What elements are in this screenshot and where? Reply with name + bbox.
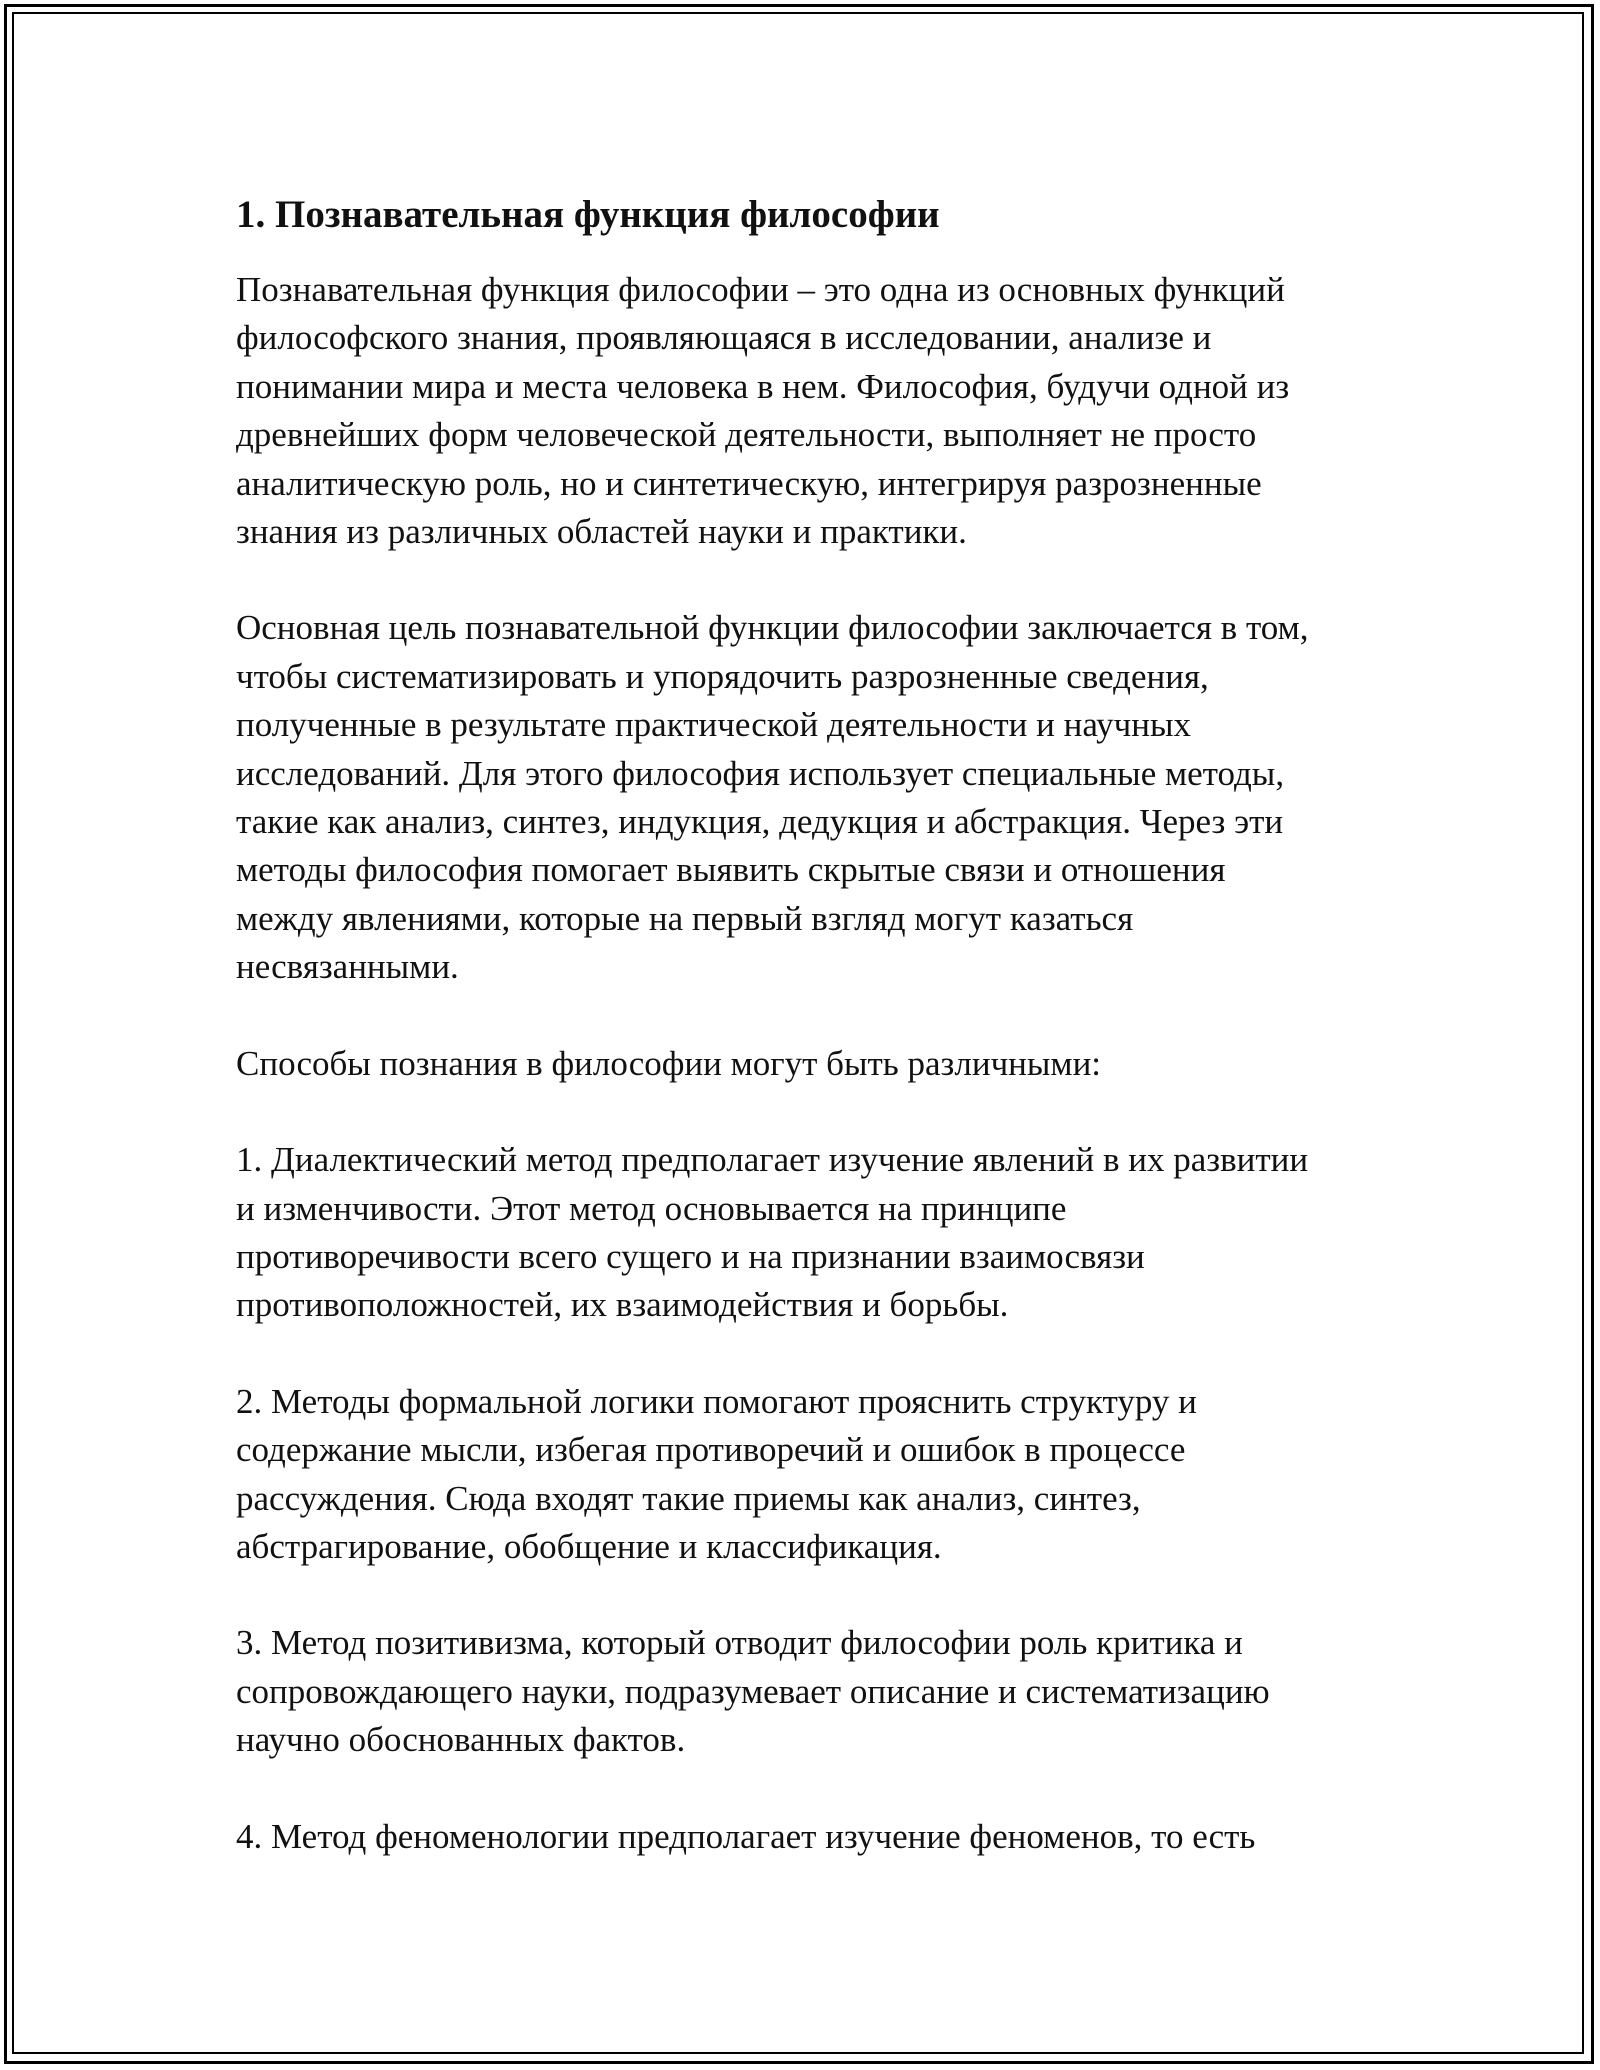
list-item-dialectical: 1. Диалектический метод предполагает изучение явлений в их развитии и изменчивости. Этот метод основывается на принципе противоречивости всего сущего и на признании взаимосвязи противоположностей, их взаимодействия и борьбы. xyxy=(236,1140,1309,1325)
document-body xyxy=(236,186,1396,1909)
paragraph-methods-intro: Способы познания в философии могут быть различными: xyxy=(236,1043,1102,1083)
list-item-phenomenology: 4. Метод феноменологии предполагает изучение феноменов, то есть xyxy=(236,1816,1256,1856)
section-title: 1. Познавательная функция философии xyxy=(236,193,940,236)
paragraph-intro: Познавательная функция философии – это одна из основных функций философского знания, проявляющаяся в исследовании, анализе и понимании мира и места человека в нем. Философия, будучи одной из древнейших форм человеческой деятельности, выполняет не просто аналитическую роль, но и синтетическую, интегрируя разрозненные знания из различных областей науки и практики. xyxy=(236,270,1290,552)
list-item-positivism: 3. Метод позитивизма, который отводит философии роль критика и сопровождающего науки, подразумевает описание и систематизацию научно обоснованных фактов. xyxy=(236,1623,1270,1760)
list-item-formal-logic: 2. Методы формальной логики помогают прояснить структуру и содержание мысли, избегая противоречий и ошибок в процессе рассуждения. Сюда входят такие приемы как анализ, синтез, абстрагирование, обобщение и классификация. xyxy=(236,1381,1197,1566)
paragraph-main-goal: Основная цель познавательной функции философии заключается в том, чтобы систематизировать и упорядочить разрозненные сведения, полученные в результате практической деятельности и научных исследований. Для этого философия использует специальные методы, такие как анализ, синтез, индукция, дедукция и абстракция. Через эти методы философия помогает выявить скрытые связи и отношения между явлениями, которые на первый взгляд могут казаться несвязанными. xyxy=(236,608,1309,987)
